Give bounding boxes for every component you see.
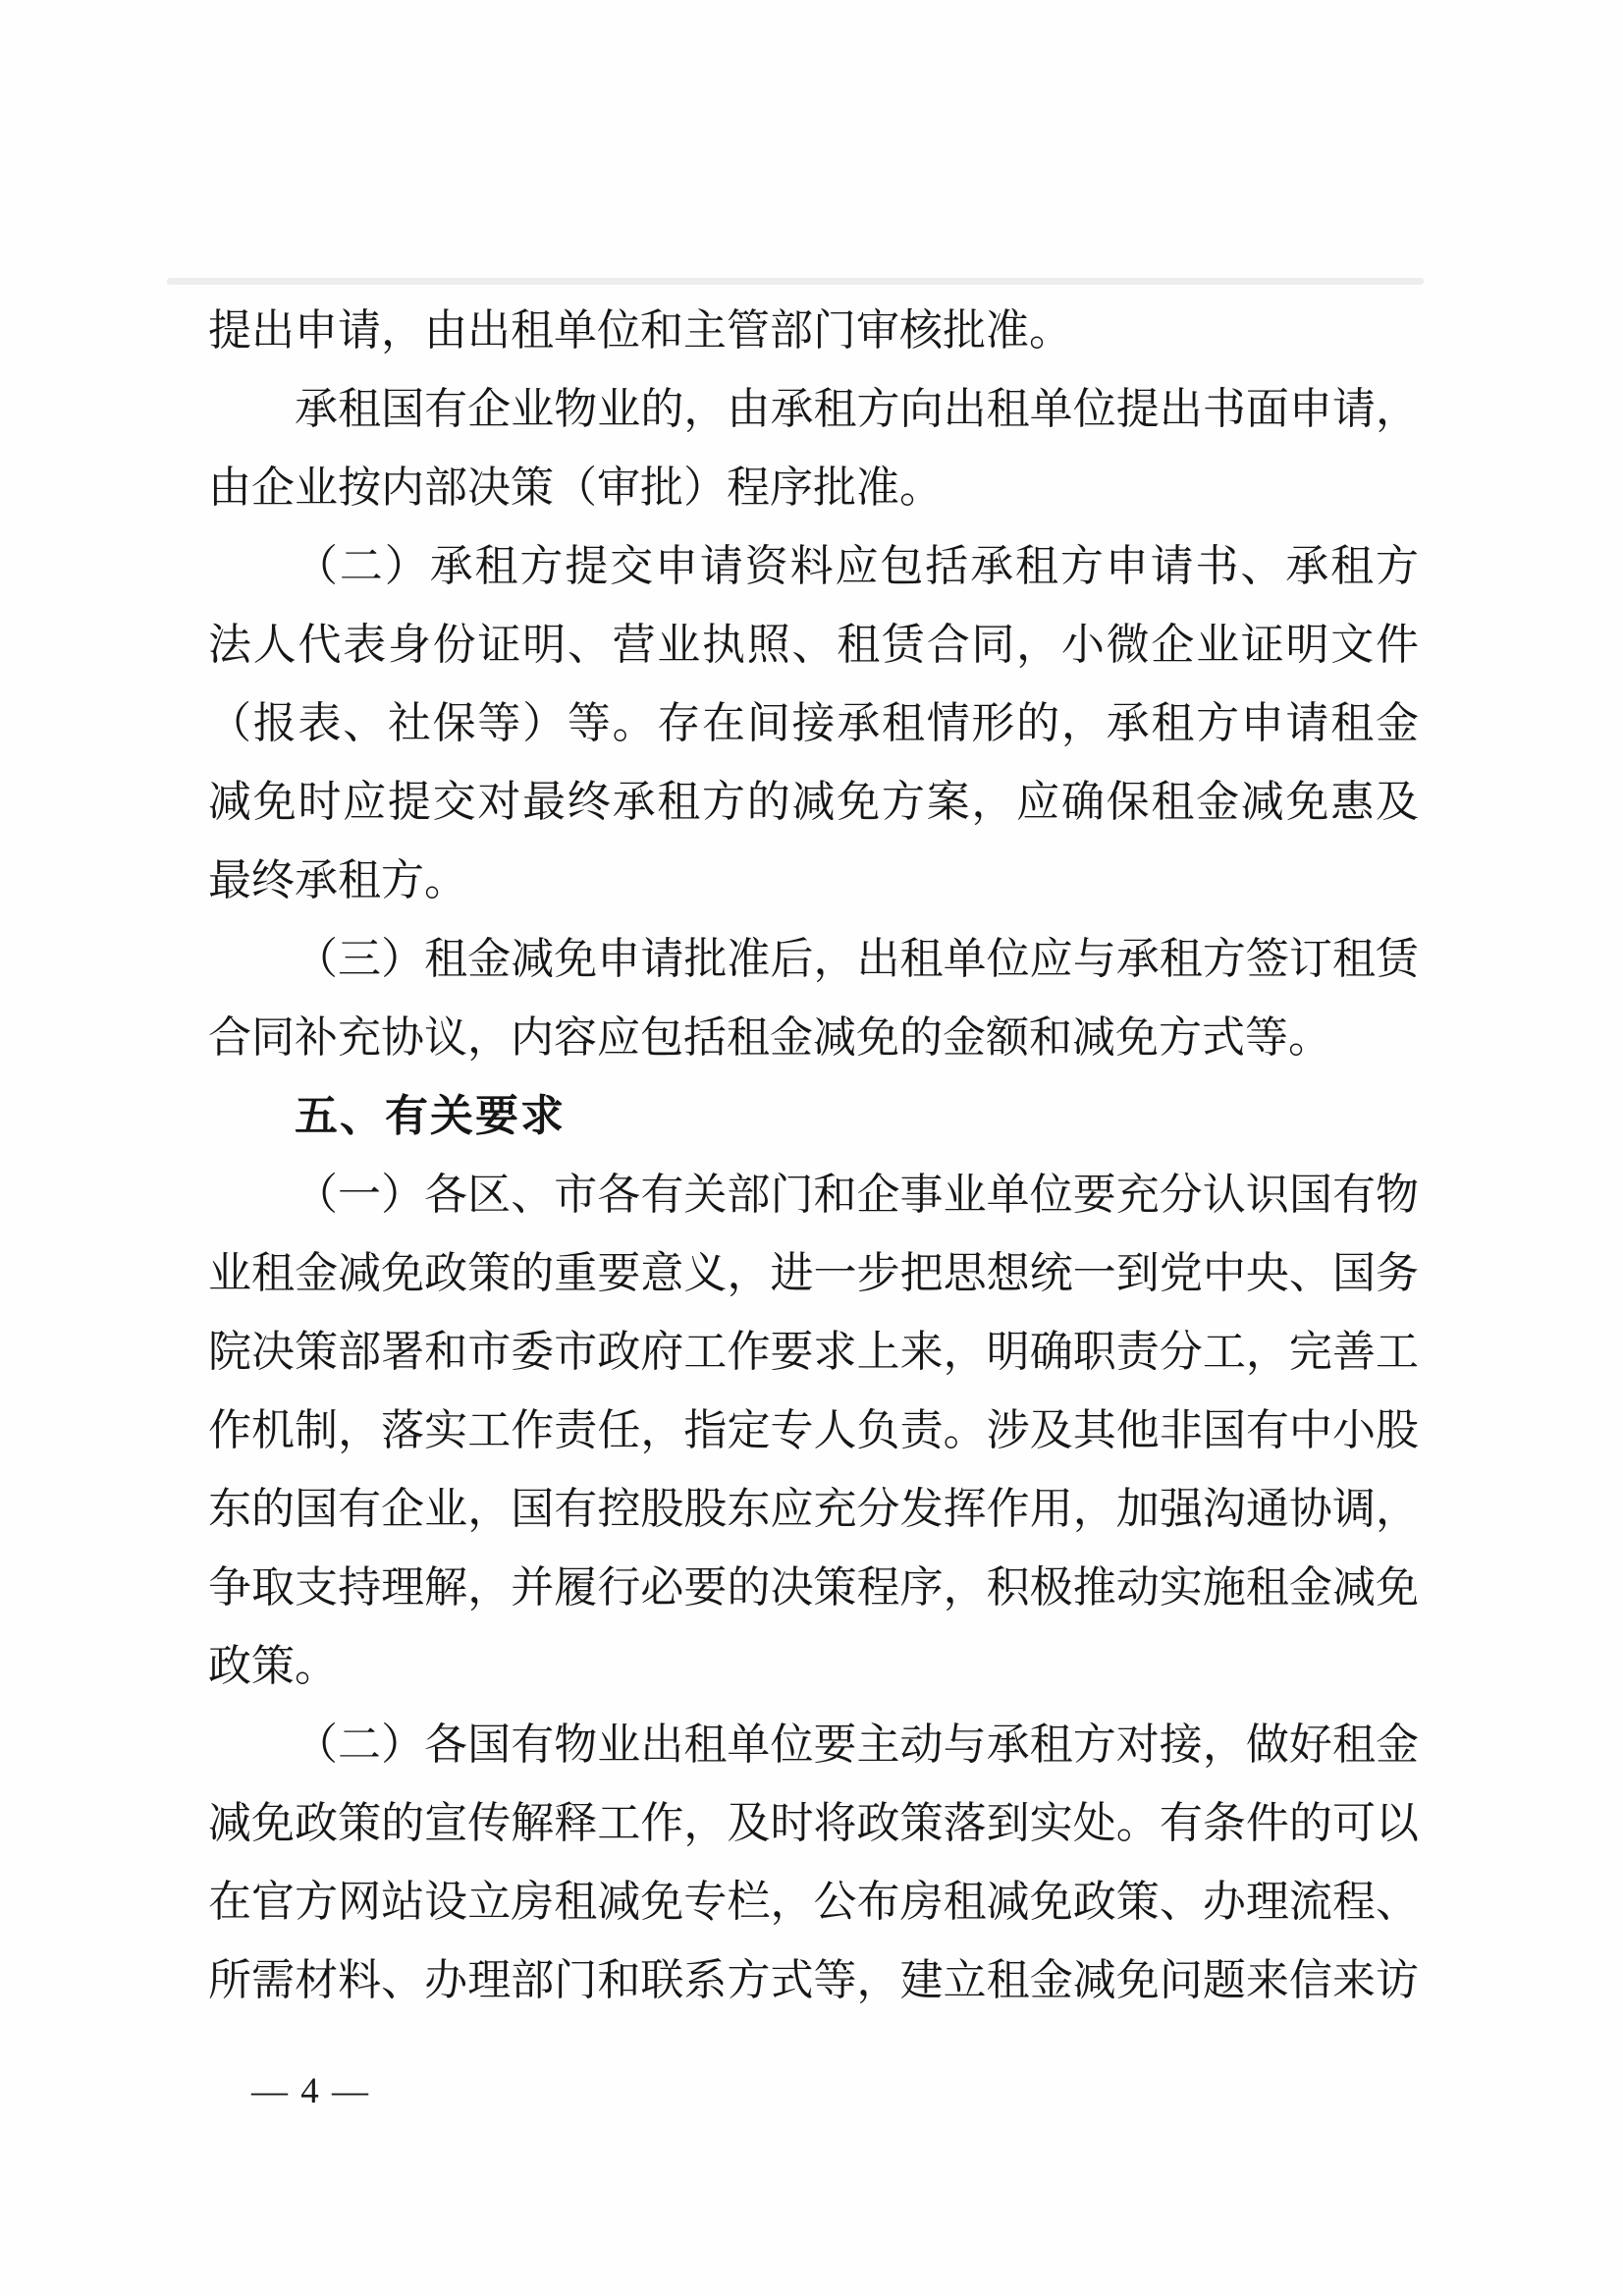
text-line: 减免时应提交对最终承租方的减免方案，应确保租金减免惠及 <box>208 778 1419 826</box>
text-line: 在官方网站设立房租减免专栏，公布房租减免政策、办理流程、 <box>208 1878 1419 1926</box>
text-line: 由企业按内部决策（审批）程序批准。 <box>208 464 943 512</box>
text-line: （二）各国有物业出租单位要主动与承租方对接，做好租金 <box>295 1721 1419 1769</box>
text-line: 承租国有企业物业的，由承租方向出租单位提出书面申请， <box>295 385 1419 433</box>
text-line: 法人代表身份证明、营业执照、租赁合同，小微企业证明文件 <box>208 621 1419 669</box>
scan-artifact-line <box>167 278 1424 285</box>
text-line: 提出申请，由出租单位和主管部门审核批准。 <box>208 306 1072 355</box>
section-heading: 五、有关要求 <box>295 1092 566 1140</box>
text-line: （报表、社保等）等。存在间接承租情形的，承租方申请租金 <box>208 699 1419 747</box>
text-line: 减免政策的宣传解释工作，及时将政策落到实处。有条件的可以 <box>208 1799 1419 1847</box>
text-line: 业租金减免政策的重要意义，进一步把思想统一到党中央、国务 <box>208 1249 1419 1297</box>
text-line: （一）各区、市各有关部门和企事业单位要充分认识国有物 <box>295 1171 1419 1219</box>
text-line: 院决策部署和市委市政府工作要求上来，明确职责分工，完善工 <box>208 1328 1419 1376</box>
text-line: 作机制，落实工作责任，指定专人负责。涉及其他非国有中小股 <box>208 1406 1419 1454</box>
text-line: 最终承租方。 <box>208 856 467 904</box>
text-line: 政策。 <box>208 1642 338 1690</box>
text-line: （二）承租方提交申请资料应包括承租方申请书、承租方 <box>295 542 1419 590</box>
text-line: （三）租金减免申请批准后，出租单位应与承租方签订租赁 <box>295 935 1419 983</box>
text-line: 所需材料、办理部门和联系方式等，建立租金减免问题来信来访 <box>208 1956 1419 2004</box>
page-number: — 4 — <box>251 2071 370 2111</box>
text-line: 争取支持理解，并履行必要的决策程序，积极推动实施租金减免 <box>208 1563 1419 1612</box>
text-line: 东的国有企业，国有控股股东应充分发挥作用，加强沟通协调， <box>208 1485 1419 1533</box>
text-line: 合同补充协议，内容应包括租金减免的金额和减免方式等。 <box>208 1013 1331 1062</box>
document-body <box>208 292 1419 2020</box>
